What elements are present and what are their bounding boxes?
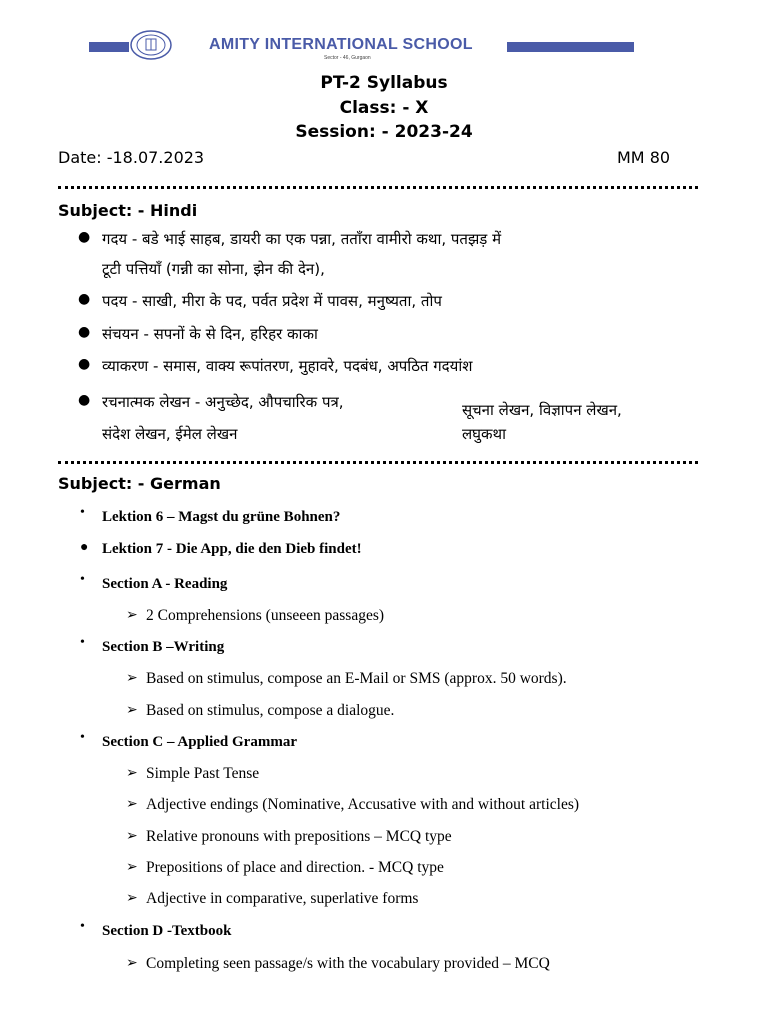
subject-hindi-heading: Subject: - Hindi: [58, 201, 198, 220]
header-bar-left: [89, 42, 129, 52]
bullet-icon: ●: [80, 540, 89, 555]
bullet-icon: •: [80, 635, 85, 650]
date-label: Date: -18.07.2023: [58, 148, 205, 167]
class-line: Class: - X: [339, 98, 429, 118]
arrow-bullet-icon: ➢: [126, 671, 138, 686]
bullet-icon: •: [80, 730, 85, 745]
bullet-icon: ●: [78, 356, 91, 372]
bullet-icon: •: [80, 919, 85, 934]
school-header: [89, 36, 634, 61]
arrow-bullet-icon: ➢: [126, 766, 138, 781]
list-item-continuation: टूटी पत्तियाँ (गन्नी का सोना, झेन की देन),: [102, 260, 325, 278]
subject-german-heading: Subject: - German: [58, 474, 221, 493]
dotted-divider: [58, 461, 698, 464]
school-crest-icon: [129, 30, 173, 60]
arrow-bullet-icon: ➢: [126, 703, 138, 718]
list-item-continuation: सूचना लेखन, विज्ञापन लेखन,: [462, 401, 622, 419]
arrow-bullet-icon: ➢: [126, 829, 138, 844]
arrow-bullet-icon: ➢: [126, 891, 138, 906]
bullet-icon: •: [80, 505, 85, 520]
arrow-bullet-icon: ➢: [126, 797, 138, 812]
school-address: Sector - 46, Gurgaon: [324, 55, 371, 61]
arrow-bullet-icon: ➢: [126, 608, 138, 623]
school-name: AMITY INTERNATIONAL SCHOOL: [209, 36, 473, 53]
bullet-icon: ●: [78, 229, 91, 245]
bullet-icon: ●: [78, 291, 91, 307]
bullet-icon: ●: [78, 392, 91, 408]
list-item-continuation: लघुकथा: [462, 425, 507, 443]
dotted-divider: [58, 186, 698, 189]
list-item-continuation: संदेश लेखन, ईमेल लेखन: [102, 425, 238, 443]
max-marks: MM 80: [617, 148, 671, 167]
page-title: PT-2 Syllabus: [320, 73, 448, 93]
bullet-icon: •: [80, 572, 85, 587]
session-line: Session: - 2023-24: [295, 122, 473, 142]
arrow-bullet-icon: ➢: [126, 860, 138, 875]
arrow-bullet-icon: ➢: [126, 956, 138, 971]
header-bar-right: [507, 42, 634, 52]
bullet-icon: ●: [78, 324, 91, 340]
